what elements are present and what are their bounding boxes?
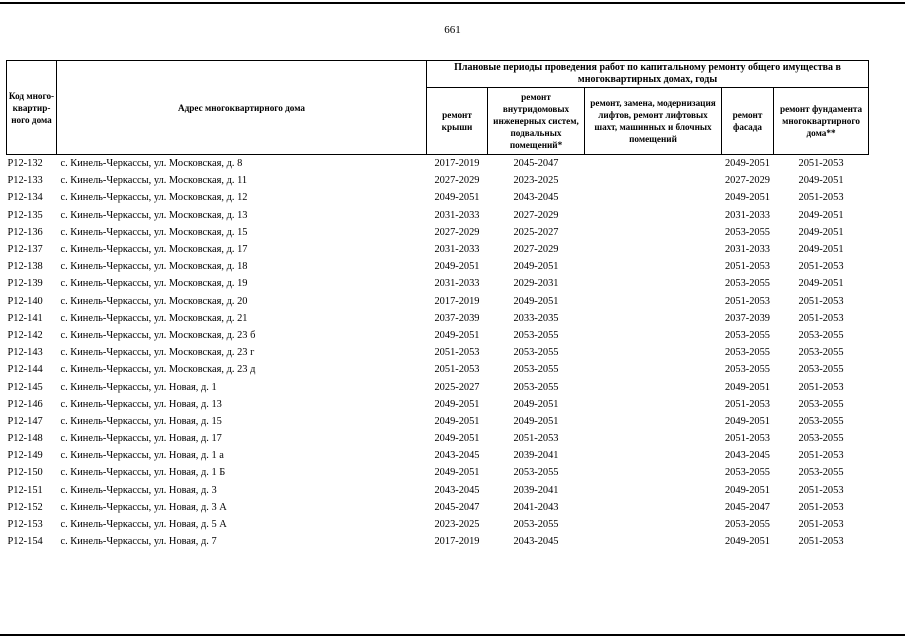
row-roof: 2031-2033 xyxy=(434,244,480,256)
row-foundation: 2049-2051 xyxy=(798,209,844,221)
top-rule xyxy=(0,2,905,4)
row-facade: 2049-2051 xyxy=(724,381,771,393)
row-roof: 2049-2051 xyxy=(434,398,480,410)
row-foundation: 2049-2051 xyxy=(798,244,844,256)
row-address: с. Кинель-Черкассы, ул. Новая, д. 3 А xyxy=(60,501,227,513)
row-foundation: 2051-2053 xyxy=(798,192,844,204)
row-code: P12-153 xyxy=(7,519,43,531)
row-foundation: 2051-2053 xyxy=(798,484,844,496)
row-roof: 2049-2051 xyxy=(434,433,480,445)
row-internal: 2039-2041 xyxy=(513,450,559,462)
row-internal: 2049-2051 xyxy=(513,261,559,273)
row-roof: 2049-2051 xyxy=(434,467,480,479)
row-foundation: 2053-2055 xyxy=(798,415,844,427)
header-code: Код много-квартир-ного дома xyxy=(7,61,57,155)
row-address: с. Кинель-Черкассы, ул. Новая, д. 1 Б xyxy=(60,467,226,479)
row-address: с. Кинель-Черкассы, ул. Московская, д. 8 xyxy=(60,158,243,170)
row-code: P12-154 xyxy=(7,536,43,548)
row-roof: 2049-2051 xyxy=(434,415,480,427)
row-roof: 2023-2025 xyxy=(434,519,480,531)
row-code: P12-148 xyxy=(7,433,43,445)
row-lifts xyxy=(585,241,722,258)
row-roof: 2049-2051 xyxy=(434,261,480,273)
row-facade: 2031-2033 xyxy=(724,244,771,256)
row-facade: 2049-2051 xyxy=(724,158,771,170)
row-address: с. Кинель-Черкассы, ул. Московская, д. 17 xyxy=(60,244,248,256)
table-row xyxy=(7,275,869,292)
table-row xyxy=(7,378,869,395)
row-code: P12-135 xyxy=(7,209,43,221)
header-internal: ремонт внутридомовых инженерных систем, подвальных помещений* xyxy=(488,88,585,155)
row-internal: 2027-2029 xyxy=(513,209,559,221)
table-row xyxy=(7,293,869,310)
row-code: P12-142 xyxy=(7,329,43,341)
table-row xyxy=(7,447,869,464)
row-roof: 2043-2045 xyxy=(434,484,480,496)
row-roof: 2025-2027 xyxy=(434,381,480,393)
row-internal: 2053-2055 xyxy=(513,519,559,531)
table-row xyxy=(7,516,869,533)
table-row xyxy=(7,310,869,327)
table-header xyxy=(7,61,869,155)
row-facade: 2053-2055 xyxy=(724,226,771,238)
row-roof: 2049-2051 xyxy=(434,329,480,341)
row-facade: 2051-2053 xyxy=(724,398,771,410)
row-facade: 2053-2055 xyxy=(724,467,771,479)
row-facade: 2049-2051 xyxy=(724,536,771,548)
page-number: 661 xyxy=(444,24,461,36)
header-periods: Плановые периоды проведения работ по капитальному ремонту общего имущества в многоквартирных домах, годы xyxy=(427,61,869,88)
row-facade: 2053-2055 xyxy=(724,364,771,376)
row-roof: 2017-2019 xyxy=(434,158,480,170)
row-foundation: 2049-2051 xyxy=(798,175,844,187)
row-code: P12-136 xyxy=(7,226,43,238)
row-facade: 2053-2055 xyxy=(724,329,771,341)
row-foundation: 2051-2053 xyxy=(798,158,844,170)
row-code: P12-150 xyxy=(7,467,43,479)
table-row xyxy=(7,464,869,481)
row-foundation: 2051-2053 xyxy=(798,295,844,307)
row-internal: 2027-2029 xyxy=(513,244,559,256)
row-foundation: 2053-2055 xyxy=(798,364,844,376)
row-internal: 2039-2041 xyxy=(513,484,559,496)
row-facade: 2049-2051 xyxy=(724,192,771,204)
row-code: P12-143 xyxy=(7,347,43,359)
header-facade: ремонт фасада xyxy=(722,88,774,155)
row-roof: 2027-2029 xyxy=(434,226,480,238)
row-internal: 2053-2055 xyxy=(513,381,559,393)
table-row xyxy=(7,361,869,378)
row-lifts xyxy=(585,275,722,292)
row-address: с. Кинель-Черкассы, ул. Новая, д. 13 xyxy=(60,398,222,410)
row-code: P12-132 xyxy=(7,158,43,170)
row-code: P12-141 xyxy=(7,312,43,324)
row-roof: 2037-2039 xyxy=(434,312,480,324)
row-foundation: 2051-2053 xyxy=(798,501,844,513)
header-roof: ремонт крыши xyxy=(427,88,488,155)
row-internal: 2049-2051 xyxy=(513,415,559,427)
row-lifts xyxy=(585,482,722,499)
row-foundation: 2049-2051 xyxy=(798,278,844,290)
row-roof: 2049-2051 xyxy=(434,192,480,204)
row-foundation: 2051-2053 xyxy=(798,381,844,393)
row-address: с. Кинель-Черкассы, ул. Московская, д. 23 д xyxy=(60,364,256,376)
row-internal: 2049-2051 xyxy=(513,295,559,307)
row-lifts xyxy=(585,464,722,481)
row-roof: 2031-2033 xyxy=(434,209,480,221)
row-lifts xyxy=(585,344,722,361)
row-lifts xyxy=(585,361,722,378)
header-foundation: ремонт фундамента многоквартирного дома** xyxy=(774,88,869,155)
row-code: P12-138 xyxy=(7,261,43,273)
row-address: с. Кинель-Черкассы, ул. Московская, д. 15 xyxy=(60,226,248,238)
row-address: с. Кинель-Черкассы, ул. Новая, д. 1 xyxy=(60,381,217,393)
row-address: с. Кинель-Черкассы, ул. Новая, д. 5 А xyxy=(60,519,227,531)
row-address: с. Кинель-Черкассы, ул. Новая, д. 7 xyxy=(60,536,217,548)
header-address: Адрес многоквартирного дома xyxy=(57,61,427,155)
table-row xyxy=(7,430,869,447)
row-internal: 2045-2047 xyxy=(513,158,559,170)
row-code: P12-139 xyxy=(7,278,43,290)
row-code: P12-140 xyxy=(7,295,43,307)
row-code: P12-145 xyxy=(7,381,43,393)
row-lifts xyxy=(585,499,722,516)
row-facade: 2051-2053 xyxy=(724,433,771,445)
row-foundation: 2051-2053 xyxy=(798,261,844,273)
row-lifts xyxy=(585,189,722,206)
row-roof: 2043-2045 xyxy=(434,450,480,462)
table-row xyxy=(7,207,869,224)
row-internal: 2025-2027 xyxy=(513,226,559,238)
row-internal: 2043-2045 xyxy=(513,536,559,548)
row-facade: 2053-2055 xyxy=(724,347,771,359)
table-row xyxy=(7,241,869,258)
row-internal: 2053-2055 xyxy=(513,467,559,479)
row-facade: 2053-2055 xyxy=(724,278,771,290)
row-address: с. Кинель-Черкассы, ул. Московская, д. 21 xyxy=(60,312,248,324)
row-code: P12-144 xyxy=(7,364,43,376)
row-address: с. Кинель-Черкассы, ул. Московская, д. 23 г xyxy=(60,347,255,359)
row-code: P12-147 xyxy=(7,415,43,427)
row-foundation: 2053-2055 xyxy=(798,398,844,410)
row-code: P12-146 xyxy=(7,398,43,410)
table-row xyxy=(7,396,869,413)
row-internal: 2049-2051 xyxy=(513,398,559,410)
row-foundation: 2053-2055 xyxy=(798,467,844,479)
row-lifts xyxy=(585,172,722,189)
row-facade: 2051-2053 xyxy=(724,261,771,273)
row-facade: 2049-2051 xyxy=(724,484,771,496)
row-roof: 2051-2053 xyxy=(434,347,480,359)
row-roof: 2051-2053 xyxy=(434,364,480,376)
row-code: P12-133 xyxy=(7,175,43,187)
row-internal: 2051-2053 xyxy=(513,433,559,445)
row-foundation: 2051-2053 xyxy=(798,519,844,531)
row-address: с. Кинель-Черкассы, ул. Новая, д. 1 а xyxy=(60,450,224,462)
row-roof: 2027-2029 xyxy=(434,175,480,187)
table-body xyxy=(7,155,869,551)
row-address: с. Кинель-Черкассы, ул. Московская, д. 12 xyxy=(60,192,248,204)
row-lifts xyxy=(585,327,722,344)
row-code: P12-134 xyxy=(7,192,43,204)
row-foundation: 2053-2055 xyxy=(798,433,844,445)
row-lifts xyxy=(585,533,722,550)
row-internal: 2043-2045 xyxy=(513,192,559,204)
row-lifts xyxy=(585,447,722,464)
table-row xyxy=(7,172,869,189)
row-lifts xyxy=(585,310,722,327)
row-lifts xyxy=(585,224,722,241)
row-internal: 2041-2043 xyxy=(513,501,559,513)
row-foundation: 2049-2051 xyxy=(798,226,844,238)
row-facade: 2043-2045 xyxy=(724,450,771,462)
row-facade: 2051-2053 xyxy=(724,295,771,307)
row-internal: 2033-2035 xyxy=(513,312,559,324)
row-lifts xyxy=(585,516,722,533)
row-internal: 2053-2055 xyxy=(513,347,559,359)
bottom-rule xyxy=(0,634,905,636)
table-row xyxy=(7,189,869,206)
row-lifts xyxy=(585,258,722,275)
table-row xyxy=(7,413,869,430)
table-row xyxy=(7,499,869,516)
row-lifts xyxy=(585,430,722,447)
table-row xyxy=(7,258,869,275)
header-lifts: ремонт, замена, модернизация лифтов, ремонт лифтовых шахт, машинных и блочных помещений xyxy=(585,88,722,155)
row-internal: 2029-2031 xyxy=(513,278,559,290)
row-code: P12-152 xyxy=(7,501,43,513)
row-foundation: 2051-2053 xyxy=(798,536,844,548)
table-row xyxy=(7,327,869,344)
row-internal: 2053-2055 xyxy=(513,364,559,376)
row-roof: 2017-2019 xyxy=(434,295,480,307)
row-foundation: 2051-2053 xyxy=(798,312,844,324)
row-lifts xyxy=(585,293,722,310)
row-address: с. Кинель-Черкассы, ул. Новая, д. 15 xyxy=(60,415,222,427)
row-address: с. Кинель-Черкассы, ул. Московская, д. 19 xyxy=(60,278,248,290)
row-facade: 2049-2051 xyxy=(724,415,771,427)
row-lifts xyxy=(585,155,722,173)
row-roof: 2031-2033 xyxy=(434,278,480,290)
row-lifts xyxy=(585,378,722,395)
table-row xyxy=(7,482,869,499)
row-code: P12-151 xyxy=(7,484,43,496)
row-foundation: 2053-2055 xyxy=(798,329,844,341)
row-internal: 2023-2025 xyxy=(513,175,559,187)
table-row xyxy=(7,155,869,173)
row-facade: 2031-2033 xyxy=(724,209,771,221)
row-facade: 2045-2047 xyxy=(724,501,771,513)
row-lifts xyxy=(585,396,722,413)
table-row xyxy=(7,224,869,241)
row-address: с. Кинель-Черкассы, ул. Московская, д. 13 xyxy=(60,209,248,221)
row-address: с. Кинель-Черкассы, ул. Московская, д. 18 xyxy=(60,261,248,273)
row-lifts xyxy=(585,413,722,430)
row-foundation: 2053-2055 xyxy=(798,347,844,359)
row-address: с. Кинель-Черкассы, ул. Новая, д. 17 xyxy=(60,433,222,445)
row-facade: 2053-2055 xyxy=(724,519,771,531)
row-foundation: 2051-2053 xyxy=(798,450,844,462)
row-address: с. Кинель-Черкассы, ул. Московская, д. 11 xyxy=(60,175,248,187)
row-code: P12-137 xyxy=(7,244,43,256)
row-address: с. Кинель-Черкассы, ул. Московская, д. 20 xyxy=(60,295,248,307)
repair-schedule-table xyxy=(6,60,869,550)
row-internal: 2053-2055 xyxy=(513,329,559,341)
row-address: с. Кинель-Черкассы, ул. Московская, д. 23 б xyxy=(60,329,256,341)
row-roof: 2045-2047 xyxy=(434,501,480,513)
row-code: P12-149 xyxy=(7,450,43,462)
row-facade: 2037-2039 xyxy=(724,312,771,324)
row-roof: 2017-2019 xyxy=(434,536,480,548)
table-row xyxy=(7,533,869,550)
table-row xyxy=(7,344,869,361)
row-facade: 2027-2029 xyxy=(724,175,771,187)
row-address: с. Кинель-Черкассы, ул. Новая, д. 3 xyxy=(60,484,217,496)
row-lifts xyxy=(585,207,722,224)
